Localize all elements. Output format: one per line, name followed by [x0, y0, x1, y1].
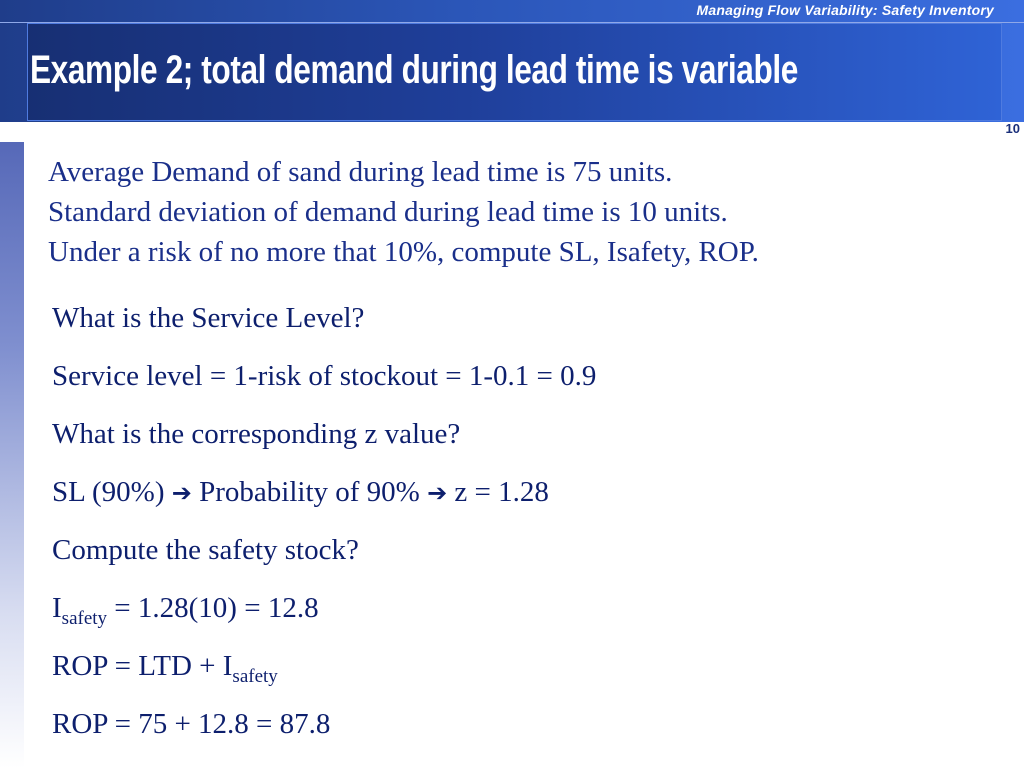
- isafety-subscript: safety: [61, 608, 108, 629]
- rop-formula: [52, 648, 278, 695]
- intro-average-demand: Average Demand of sand during lead time is 75 units.: [48, 156, 673, 188]
- isafety-calculation: [52, 590, 319, 637]
- probability-label: Probability of 90%: [199, 476, 420, 508]
- rop-calculation: ROP = 75 + 12.8 = 87.8: [52, 708, 331, 740]
- under-title-strip: [0, 122, 1024, 142]
- right-arrow-icon: ➔: [171, 479, 192, 507]
- isafety-symbol: I: [52, 592, 62, 624]
- z-result: z = 1.28: [454, 476, 549, 508]
- running-header: Managing Flow Variability: Safety Inventory: [696, 2, 994, 18]
- rop-formula-text: ROP = LTD + I: [52, 650, 233, 682]
- question-safety-stock: Compute the safety stock?: [52, 534, 359, 566]
- question-service-level: What is the Service Level?: [52, 302, 365, 334]
- slide-title: Example 2; total demand during lead time is variable: [30, 48, 798, 92]
- intro-std-deviation: Standard deviation of demand during lead time is 10 units.: [48, 196, 728, 228]
- rop-formula-subscript: safety: [232, 666, 278, 687]
- right-arrow-icon: ➔: [427, 479, 448, 507]
- z-value-line: [52, 474, 549, 511]
- service-level-calculation: Service level = 1-risk of stockout = 1-0.1 = 0.9: [52, 360, 597, 392]
- isafety-value: = 1.28(10) = 12.8: [114, 592, 319, 624]
- question-z-value: What is the corresponding z value?: [52, 418, 461, 450]
- sl-label: SL (90%): [52, 476, 165, 508]
- page-number: 10: [1005, 121, 1020, 136]
- intro-risk-task: Under a risk of no more that 10%, compute SL, Isafety, ROP.: [48, 236, 759, 268]
